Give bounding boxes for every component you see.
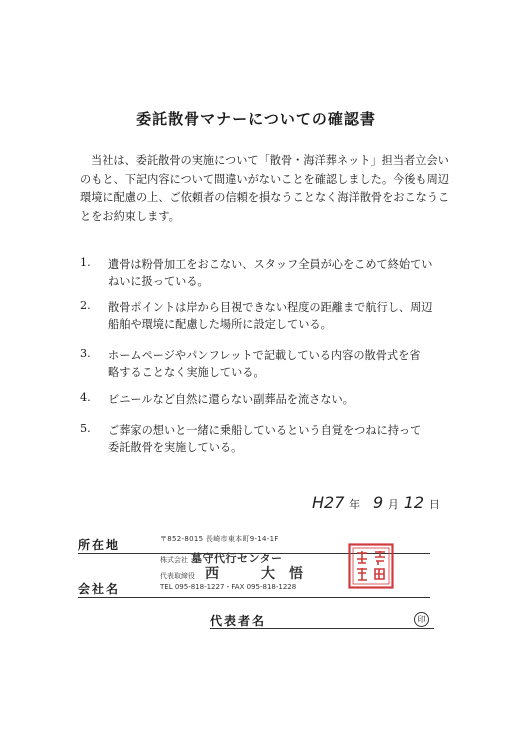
seal-glyphs: [357, 551, 385, 580]
intro-line: 環境に配慮の上、ご依頼者の信頼を損なうことなく海洋散骨をおこなうこ: [80, 191, 450, 204]
item-number: 2.: [80, 299, 91, 312]
item-text: ビニールなど自然に還らない副葬品を流さない。: [108, 393, 354, 406]
item-number: 1.: [80, 256, 91, 269]
date-month: 9: [372, 493, 384, 512]
item-number: 5.: [80, 422, 91, 435]
item-text: 船舶や環境に配慮した場所に設定している。: [108, 318, 332, 331]
stamp-address: 〒852-8015 長崎市東本町9-14-1F: [160, 535, 279, 543]
item-text: 委託散骨を実施している。: [108, 441, 243, 454]
date-day-unit: 日: [428, 498, 440, 511]
date-year-unit: 年: [349, 498, 361, 511]
intro-line: とをお約束します。: [80, 209, 180, 223]
address-label: 所在地: [78, 538, 121, 552]
date-month-unit: 月: [387, 498, 399, 511]
date-era: H27: [312, 493, 345, 512]
intro-paragraph: [80, 152, 450, 226]
seal-mark: 印: [414, 612, 429, 627]
stamp-representative: [160, 563, 317, 583]
stamp-rep-name: 西 大悟: [205, 566, 317, 582]
document-title: 委託散骨マナーについての確認書: [136, 110, 376, 128]
item-text: ご葬家の想いと一緒に乗船しているという自覚をつねに持って: [108, 424, 422, 437]
date-day: 12: [403, 493, 425, 512]
stamp-corp-kind: 株式会社: [160, 556, 188, 564]
stamp-corp-name: 墓守代行センター: [191, 552, 283, 565]
seal-border: [350, 545, 393, 588]
item-number: 3.: [80, 347, 91, 360]
item-text: 遺骨は粉骨加工をおこない、スタッフ全員が心をこめて終始てい: [108, 258, 433, 271]
stamp-tel: TEL 095-818-1227・FAX 095-818-1228: [160, 583, 297, 591]
company-label: 会社名: [78, 582, 121, 596]
handwritten-date: [312, 493, 440, 512]
item-text: ねいに扱っている。: [108, 275, 209, 288]
intro-line: 当社は、委託散骨の実施について「散骨・海洋葬ネット」担当者立会い: [91, 154, 449, 167]
representative-label: 代表者名: [210, 614, 267, 628]
item-text: 散骨ポイントは岸から目視できない程度の距離まで航行し、周辺: [108, 301, 433, 314]
representative-underline: [210, 628, 434, 629]
stamp-rep-title: 代表取締役: [160, 572, 195, 580]
intro-line: のもと、下記内容について間違いがないことを確認しました。今後も周辺: [80, 172, 449, 186]
item-text: ホームページやパンフレットで記載している内容の散骨式を省: [108, 349, 421, 362]
company-seal: [348, 543, 394, 589]
item-number: 4.: [80, 391, 91, 404]
company-underline: [78, 597, 430, 598]
item-text: 略することなく実施している。: [108, 366, 265, 379]
